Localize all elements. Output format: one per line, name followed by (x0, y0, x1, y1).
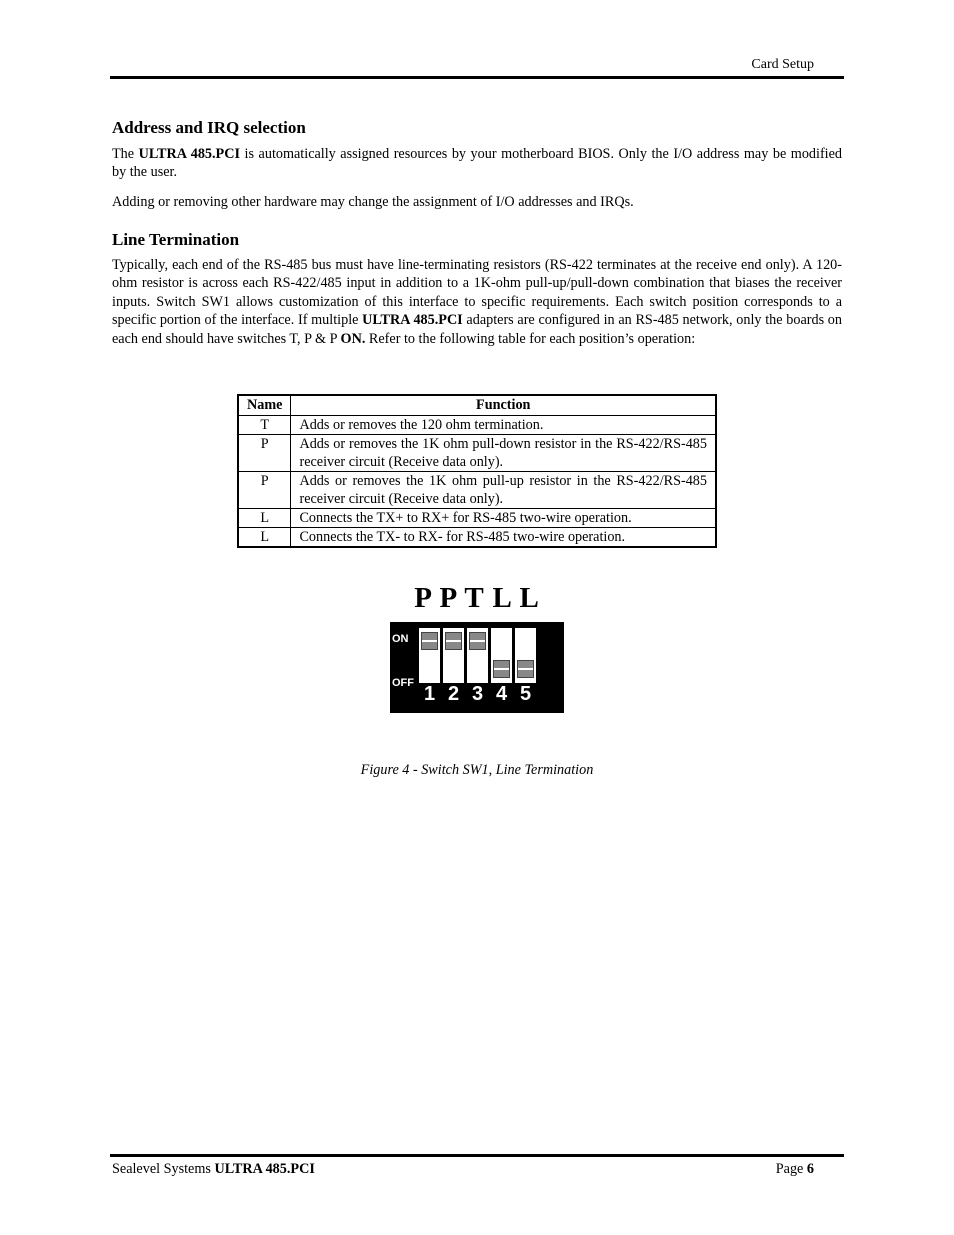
table-header-row (238, 395, 716, 416)
cell-name: P (238, 435, 291, 472)
cell-function: Connects the TX+ to RX+ for RS-485 two-wire operation. (291, 509, 716, 528)
cell-name: L (238, 509, 291, 528)
header-rule (110, 76, 844, 79)
table-row (238, 416, 716, 435)
cell-function: Connects the TX- to RX- for RS-485 two-wire operation. (291, 528, 716, 548)
column-header-function: Function (291, 395, 716, 416)
switch-function-table (237, 394, 717, 548)
cell-function: Adds or removes the 1K ohm pull-up resistor in the RS-422/RS-485 receiver circuit (Receive data only). (291, 472, 716, 509)
dip-switch-4[interactable] (491, 628, 512, 683)
product-name: ULTRA 485.PCI (362, 312, 463, 329)
switch-number-2: 2 (447, 683, 460, 705)
switch-number-4: 4 (495, 683, 508, 705)
column-header-name: Name (238, 395, 291, 416)
switch-knob (469, 632, 486, 650)
switch-knob (421, 632, 438, 650)
switch-number-5: 5 (519, 683, 532, 705)
table-row (238, 435, 716, 472)
cell-name: T (238, 416, 291, 435)
cell-function: Adds or removes the 1K ohm pull-down resistor in the RS-422/RS-485 receiver circuit (Receive data only). (291, 435, 716, 472)
footer-page: Page 6 (775, 1161, 814, 1177)
switch-knob (493, 660, 510, 678)
product-name: ULTRA 485.PCI (138, 146, 240, 162)
address-paragraph-1: The ULTRA 485.PCI is automatically assigned resources by your motherboard BIOS. Only the I/O address may be modified by the user. (112, 146, 843, 181)
dip-switch-sw1 (390, 622, 564, 713)
cell-name: L (238, 528, 291, 548)
figure-caption: Figure 4 - Switch SW1, Line Termination (360, 762, 594, 778)
switch-knob (445, 632, 462, 650)
switch-number-1: 1 (423, 683, 436, 705)
address-paragraph-2: Adding or removing other hardware may change the assignment of I/O addresses and IRQs. (112, 194, 634, 210)
table-row (238, 472, 716, 509)
dip-switch-1[interactable] (419, 628, 440, 683)
footer-left: Sealevel Systems ULTRA 485.PCI (112, 1161, 315, 1177)
table-row (238, 528, 716, 548)
section-title-line-termination: Line Termination (112, 230, 240, 249)
section-title-address: Address and IRQ selection (112, 118, 306, 137)
line-termination-paragraph: Typically, each end of the RS-485 bus must have line-terminating resistors (RS-422 terminates at the receive end only). A 120-ohm resistor is across each RS-422/485 input in addition to a 1K-ohm pull-up/pull-down combination that biases the receiver inputs. Switch SW1 allows customization of this interface to specific requirements. Each switch position corresponds to a specific portion of the interface. If multiple ULTRA 485.PCI adapters are configured in an RS-485 network, only the boards on each end should have switches T, P & P ON. Refer to the following table for each position’s operation: (112, 257, 842, 347)
switch-knob (517, 660, 534, 678)
running-header: Card Setup (751, 57, 814, 72)
on-label: ON (392, 633, 409, 645)
off-label: OFF (392, 677, 414, 689)
cell-name: P (238, 472, 291, 509)
dip-switch-2[interactable] (443, 628, 464, 683)
dip-switch-5[interactable] (515, 628, 536, 683)
table-row (238, 509, 716, 528)
page-number: 6 (806, 1161, 814, 1177)
switch-number-3: 3 (471, 683, 484, 705)
dip-switch-3[interactable] (467, 628, 488, 683)
on-keyword: ON. (340, 330, 366, 347)
footer-product: ULTRA 485.PCI (214, 1161, 315, 1177)
switch-position-title: P P T L L (414, 582, 540, 614)
footer-rule (110, 1154, 844, 1157)
cell-function: Adds or removes the 120 ohm termination. (291, 416, 716, 435)
